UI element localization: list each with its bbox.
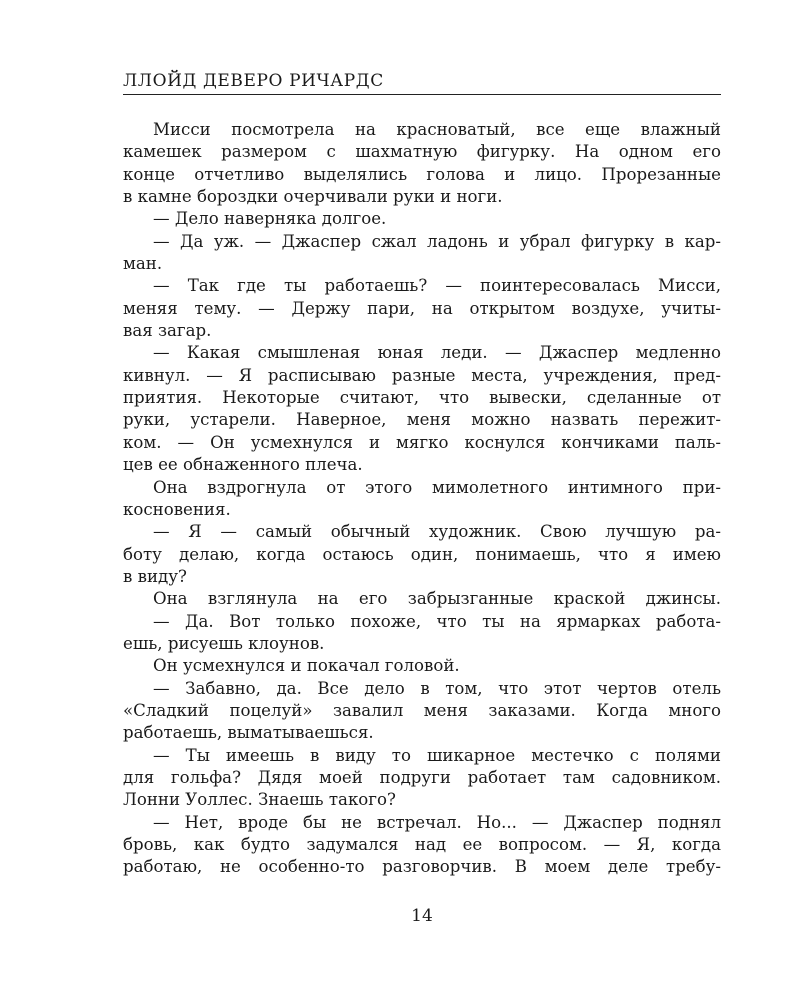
text-line: — Какая смышленая юная леди. — Джаспер медленно [153,343,721,363]
text-line: боту делаю, когда остаюсь один, понимаешь, что я имею [123,544,721,564]
text-line: — Дело наверняка долгое. [153,209,387,229]
text-line: Он усмехнулся и покачал головой. [153,656,460,676]
text-line: вая загар. [123,321,212,341]
text-line: — Ты имеешь в виду то шикарное местечко с полями [153,745,721,765]
text-line: — Нет, вроде бы не встречал. Но... — Джаспер поднял [153,812,721,832]
text-line: работаю, не особенно-то разговорчив. В моем деле требу- [123,857,721,877]
text-line: в камне бороздки очерчивали руки и ноги. [123,187,503,207]
body-text [123,119,721,879]
text-line: — Я — самый обычный художник. Свою лучшую ра- [153,522,721,542]
text-line: Она взглянула на его забрызганные краской джинсы. [153,589,721,609]
text-line: Она вздрогнула от этого мимолетного интимного при- [153,477,721,497]
text-line: кивнул. — Я расписываю разные места, учреждения, пред- [123,365,721,385]
page-number: 14 [411,906,433,926]
text-line: косновения. [123,499,231,519]
text-line: для гольфа? Дядя моей подруги работает там садовником. [123,767,721,787]
header-title: ЛЛОЙД ДЕВЕРО РИЧАРДС [123,71,384,91]
text-line: ком. — Он усмехнулся и мягко коснулся кончиками паль- [123,432,721,452]
text-line: — Да. Вот только похоже, что ты на ярмарках работа- [153,611,721,631]
text-line: ешь, рисуешь клоунов. [123,633,325,653]
text-line: руки, устарели. Наверное, меня можно назвать пережит- [123,410,721,430]
text-line: — Так где ты работаешь? — поинтересовалась Мисси, [153,276,721,296]
text-line: конце отчетливо выделялись голова и лицо. Прорезанные [123,164,721,184]
running-header [123,70,721,95]
text-line: цев ее обнаженного плеча. [123,455,363,475]
text-line: ман. [123,254,163,274]
text-line: в виду? [123,566,187,586]
text-line: — Забавно, да. Все дело в том, что этот чертов отель [153,678,721,698]
text-line: Лонни Уоллес. Знаешь такого? [123,790,396,810]
text-line: — Да уж. — Джаспер сжал ладонь и убрал фигурку в кар- [153,231,721,251]
text-line: камешек размером с шахматную фигурку. На одном его [123,142,721,162]
text-line: приятия. Некоторые считают, что вывески, сделанные от [123,388,721,408]
text-line: Мисси посмотрела на красноватый, все еще влажный [153,120,721,139]
text-line: бровь, как будто задумался над ее вопросом. — Я, когда [123,835,721,854]
text-line: «Сладкий поцелуй» завалил меня заказами. Когда много [123,700,721,720]
text-line: меняя тему. — Держу пари, на открытом воздухе, учиты- [123,298,721,318]
text-line: работаешь, выматываешься. [123,723,374,743]
